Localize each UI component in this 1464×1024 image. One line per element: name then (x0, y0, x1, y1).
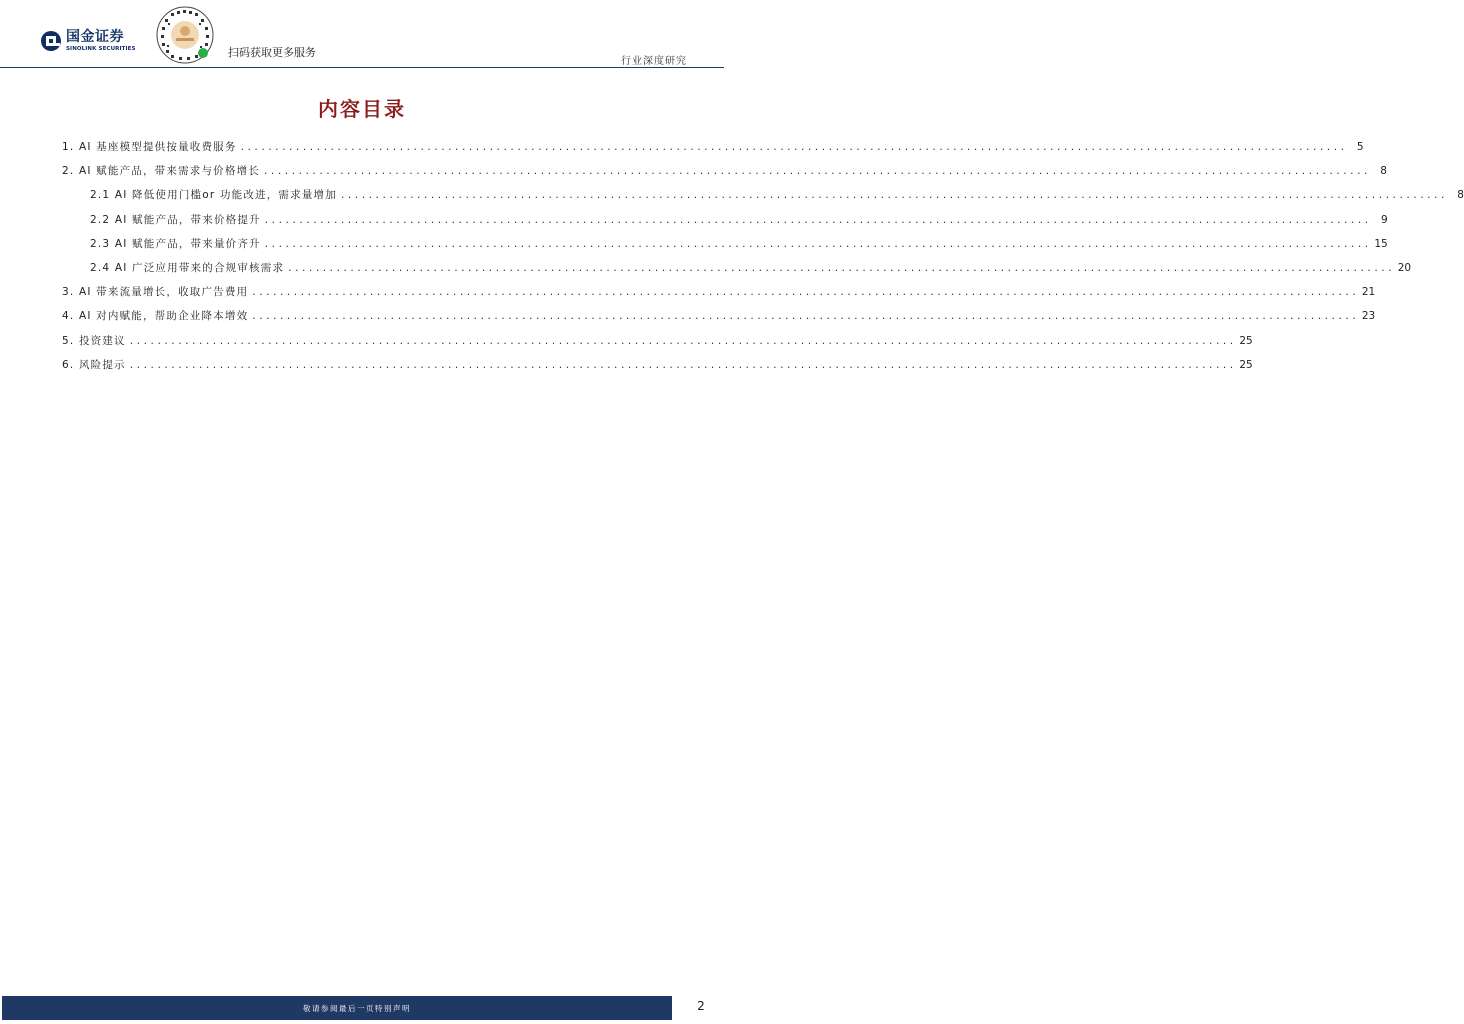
logo-en-text: SINOLINK SECURITIES (66, 46, 136, 52)
page-number: 2 (697, 999, 705, 1013)
sinolink-logo-icon (40, 30, 62, 52)
toc-page-number: 21 (1361, 286, 1376, 299)
toc-entry[interactable] (62, 284, 1376, 308)
toc-leader-dots: ................................................................................................................................................................ (339, 191, 1447, 202)
toc-leader-dots: ................................................................................................................................................................ (128, 336, 1236, 347)
toc-title: 内容目录 (318, 97, 406, 121)
toc-page-number: 9 (1381, 213, 1388, 226)
toc-leader-dots: ................................................................................................................................................................ (128, 360, 1236, 371)
page-header (0, 0, 724, 70)
report-category: 行业深度研究 (621, 56, 687, 67)
toc-entry-text: 6. 风险提示 (62, 358, 126, 371)
toc-page-number: 15 (1374, 237, 1388, 250)
company-logo (40, 30, 136, 53)
toc-leader-dots: ................................................................................................................................................................ (239, 143, 1347, 153)
toc-page-number: 25 (1239, 334, 1253, 347)
toc-entry[interactable] (62, 333, 1253, 357)
toc-leader-dots: ................................................................................................................................................................ (262, 167, 1370, 178)
toc-page-number: 8 (1380, 165, 1387, 178)
toc-entry[interactable] (62, 163, 1387, 187)
toc-page-number: 8 (1457, 189, 1464, 202)
header-divider (0, 67, 724, 68)
qr-scan-label: 扫码获取更多服务 (228, 46, 316, 59)
toc-entry-text: 4. AI 对内赋能，帮助企业降本增效 (62, 310, 249, 323)
logo-cn-text: 国金证券 (66, 29, 124, 45)
toc-leader-dots: ................................................................................................................................................................ (263, 215, 1371, 226)
table-of-contents (62, 139, 1464, 381)
toc-subentry[interactable] (62, 212, 1388, 236)
toc-page-number: 23 (1361, 310, 1376, 323)
footer-disclaimer: 敬请参阅最后一页特别声明 (303, 1003, 411, 1013)
toc-leader-dots: ................................................................................................................................................................ (251, 288, 1359, 299)
toc-entry-text: 2. AI 赋能产品，带来需求与价格增长 (62, 165, 260, 178)
toc-entry-text: 2.1 AI 降低使用门槛or 功能改进，需求量增加 (90, 189, 337, 202)
toc-entry-text: 2.2 AI 赋能产品，带来价格提升 (90, 213, 261, 226)
toc-page-number: 20 (1397, 261, 1412, 274)
toc-entry-text: 5. 投资建议 (62, 334, 126, 347)
footer-bar (2, 996, 672, 1020)
qr-code-icon[interactable] (155, 5, 215, 65)
toc-entry[interactable] (62, 357, 1253, 381)
toc-subentry[interactable] (62, 260, 1412, 284)
toc-entry-text: 1. AI 基座模型提供按量收费服务 (62, 141, 237, 153)
toc-entry-text: 2.4 AI 广泛应用带来的合规审核需求 (90, 261, 285, 274)
toc-entry[interactable] (62, 139, 1364, 163)
toc-leader-dots: ................................................................................................................................................................ (263, 239, 1371, 250)
toc-leader-dots: ................................................................................................................................................................ (251, 312, 1359, 323)
toc-leader-dots: ................................................................................................................................................................ (287, 263, 1395, 274)
toc-subentry[interactable] (62, 187, 1464, 211)
toc-page-number: 5 (1356, 141, 1364, 153)
toc-entry-text: 3. AI 带来流量增长，收取广告费用 (62, 286, 249, 299)
toc-entry[interactable] (62, 308, 1376, 332)
toc-entry-text: 2.3 AI 赋能产品，带来量价齐升 (90, 237, 261, 250)
toc-subentry[interactable] (62, 236, 1388, 260)
toc-page-number: 25 (1239, 358, 1253, 371)
